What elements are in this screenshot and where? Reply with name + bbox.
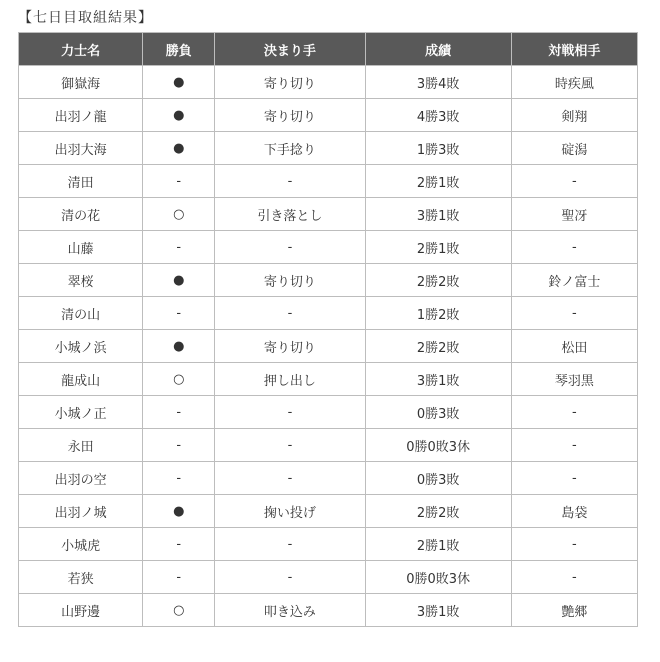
record-cell: 4勝3敗 <box>365 99 511 132</box>
kimarite-cell: 掬い投げ <box>215 495 365 528</box>
kimarite-cell: 押し出し <box>215 363 365 396</box>
table-row <box>19 165 638 198</box>
opponent-cell: 鈴ノ富士 <box>511 264 637 297</box>
wrestler-name-cell: 小城ノ正 <box>19 396 143 429</box>
column-header-record: 成績 <box>365 33 511 66</box>
opponent-cell: 琴羽黒 <box>511 363 637 396</box>
record-cell: 2勝2敗 <box>365 330 511 363</box>
column-header-result: 勝負 <box>143 33 215 66</box>
opponent-cell: 剣翔 <box>511 99 637 132</box>
result-mark-cell: ○ <box>143 594 215 627</box>
wrestler-name-cell: 龍成山 <box>19 363 143 396</box>
kimarite-cell: 引き落とし <box>215 198 365 231</box>
record-cell: 3勝1敗 <box>365 198 511 231</box>
result-mark-cell: - <box>143 396 215 429</box>
table-row <box>19 198 638 231</box>
result-mark-cell: - <box>143 297 215 330</box>
table-row <box>19 495 638 528</box>
record-cell: 2勝1敗 <box>365 528 511 561</box>
wrestler-name-cell: 出羽大海 <box>19 132 143 165</box>
table-row <box>19 297 638 330</box>
page-title: 【七日目取組結果】 <box>18 10 153 26</box>
record-cell: 3勝1敗 <box>365 363 511 396</box>
result-mark-cell: ● <box>143 66 215 99</box>
result-mark-cell: ○ <box>143 198 215 231</box>
kimarite-cell: - <box>215 561 365 594</box>
wrestler-name-cell: 若狭 <box>19 561 143 594</box>
record-cell: 3勝4敗 <box>365 66 511 99</box>
result-mark-cell: - <box>143 429 215 462</box>
opponent-cell: 碇潟 <box>511 132 637 165</box>
table-row <box>19 429 638 462</box>
result-mark-cell: - <box>143 561 215 594</box>
opponent-cell: - <box>511 429 637 462</box>
opponent-cell: 艶郷 <box>511 594 637 627</box>
column-header-opponent: 対戦相手 <box>511 33 637 66</box>
opponent-cell: 島袋 <box>511 495 637 528</box>
kimarite-cell: 下手捻り <box>215 132 365 165</box>
kimarite-cell: - <box>215 297 365 330</box>
kimarite-cell: - <box>215 462 365 495</box>
table-row <box>19 330 638 363</box>
table-row <box>19 561 638 594</box>
table-body <box>19 66 638 627</box>
table-row <box>19 594 638 627</box>
kimarite-cell: 寄り切り <box>215 66 365 99</box>
wrestler-name-cell: 出羽の空 <box>19 462 143 495</box>
table-header-row <box>19 33 638 66</box>
wrestler-name-cell: 山野邊 <box>19 594 143 627</box>
record-cell: 2勝1敗 <box>365 231 511 264</box>
table-row <box>19 264 638 297</box>
result-mark-cell: - <box>143 462 215 495</box>
wrestler-name-cell: 小城ノ浜 <box>19 330 143 363</box>
kimarite-cell: 寄り切り <box>215 99 365 132</box>
table-row <box>19 528 638 561</box>
kimarite-cell: - <box>215 396 365 429</box>
result-mark-cell: ● <box>143 132 215 165</box>
record-cell: 0勝3敗 <box>365 462 511 495</box>
record-cell: 2勝2敗 <box>365 264 511 297</box>
kimarite-cell: - <box>215 231 365 264</box>
opponent-cell: - <box>511 297 637 330</box>
record-cell: 3勝1敗 <box>365 594 511 627</box>
wrestler-name-cell: 山藤 <box>19 231 143 264</box>
record-cell: 1勝2敗 <box>365 297 511 330</box>
wrestler-name-cell: 清の山 <box>19 297 143 330</box>
wrestler-name-cell: 出羽ノ城 <box>19 495 143 528</box>
opponent-cell: - <box>511 462 637 495</box>
opponent-cell: - <box>511 561 637 594</box>
record-cell: 1勝3敗 <box>365 132 511 165</box>
kimarite-cell: 寄り切り <box>215 264 365 297</box>
column-header-kimarite: 決まり手 <box>215 33 365 66</box>
opponent-cell: - <box>511 396 637 429</box>
opponent-cell: 聖冴 <box>511 198 637 231</box>
bout-results-table <box>18 32 638 627</box>
opponent-cell: 松田 <box>511 330 637 363</box>
kimarite-cell: - <box>215 429 365 462</box>
kimarite-cell: 叩き込み <box>215 594 365 627</box>
result-mark-cell: ● <box>143 495 215 528</box>
wrestler-name-cell: 小城虎 <box>19 528 143 561</box>
table-row <box>19 363 638 396</box>
wrestler-name-cell: 翠桜 <box>19 264 143 297</box>
kimarite-cell: - <box>215 165 365 198</box>
result-mark-cell: ● <box>143 330 215 363</box>
table-row <box>19 99 638 132</box>
result-mark-cell: ● <box>143 264 215 297</box>
record-cell: 2勝2敗 <box>365 495 511 528</box>
wrestler-name-cell: 永田 <box>19 429 143 462</box>
result-mark-cell: - <box>143 528 215 561</box>
opponent-cell: - <box>511 528 637 561</box>
table-row <box>19 66 638 99</box>
table-row <box>19 396 638 429</box>
record-cell: 0勝3敗 <box>365 396 511 429</box>
wrestler-name-cell: 清の花 <box>19 198 143 231</box>
record-cell: 0勝0敗3休 <box>365 429 511 462</box>
table-row <box>19 231 638 264</box>
column-header-wrestler: 力士名 <box>19 33 143 66</box>
opponent-cell: 時疾風 <box>511 66 637 99</box>
result-mark-cell: ○ <box>143 363 215 396</box>
wrestler-name-cell: 御嶽海 <box>19 66 143 99</box>
wrestler-name-cell: 清田 <box>19 165 143 198</box>
kimarite-cell: 寄り切り <box>215 330 365 363</box>
table-row <box>19 462 638 495</box>
table-row <box>19 132 638 165</box>
result-mark-cell: - <box>143 231 215 264</box>
result-mark-cell: ● <box>143 99 215 132</box>
result-mark-cell: - <box>143 165 215 198</box>
wrestler-name-cell: 出羽ノ龍 <box>19 99 143 132</box>
opponent-cell: - <box>511 165 637 198</box>
opponent-cell: - <box>511 231 637 264</box>
record-cell: 0勝0敗3休 <box>365 561 511 594</box>
kimarite-cell: - <box>215 528 365 561</box>
record-cell: 2勝1敗 <box>365 165 511 198</box>
